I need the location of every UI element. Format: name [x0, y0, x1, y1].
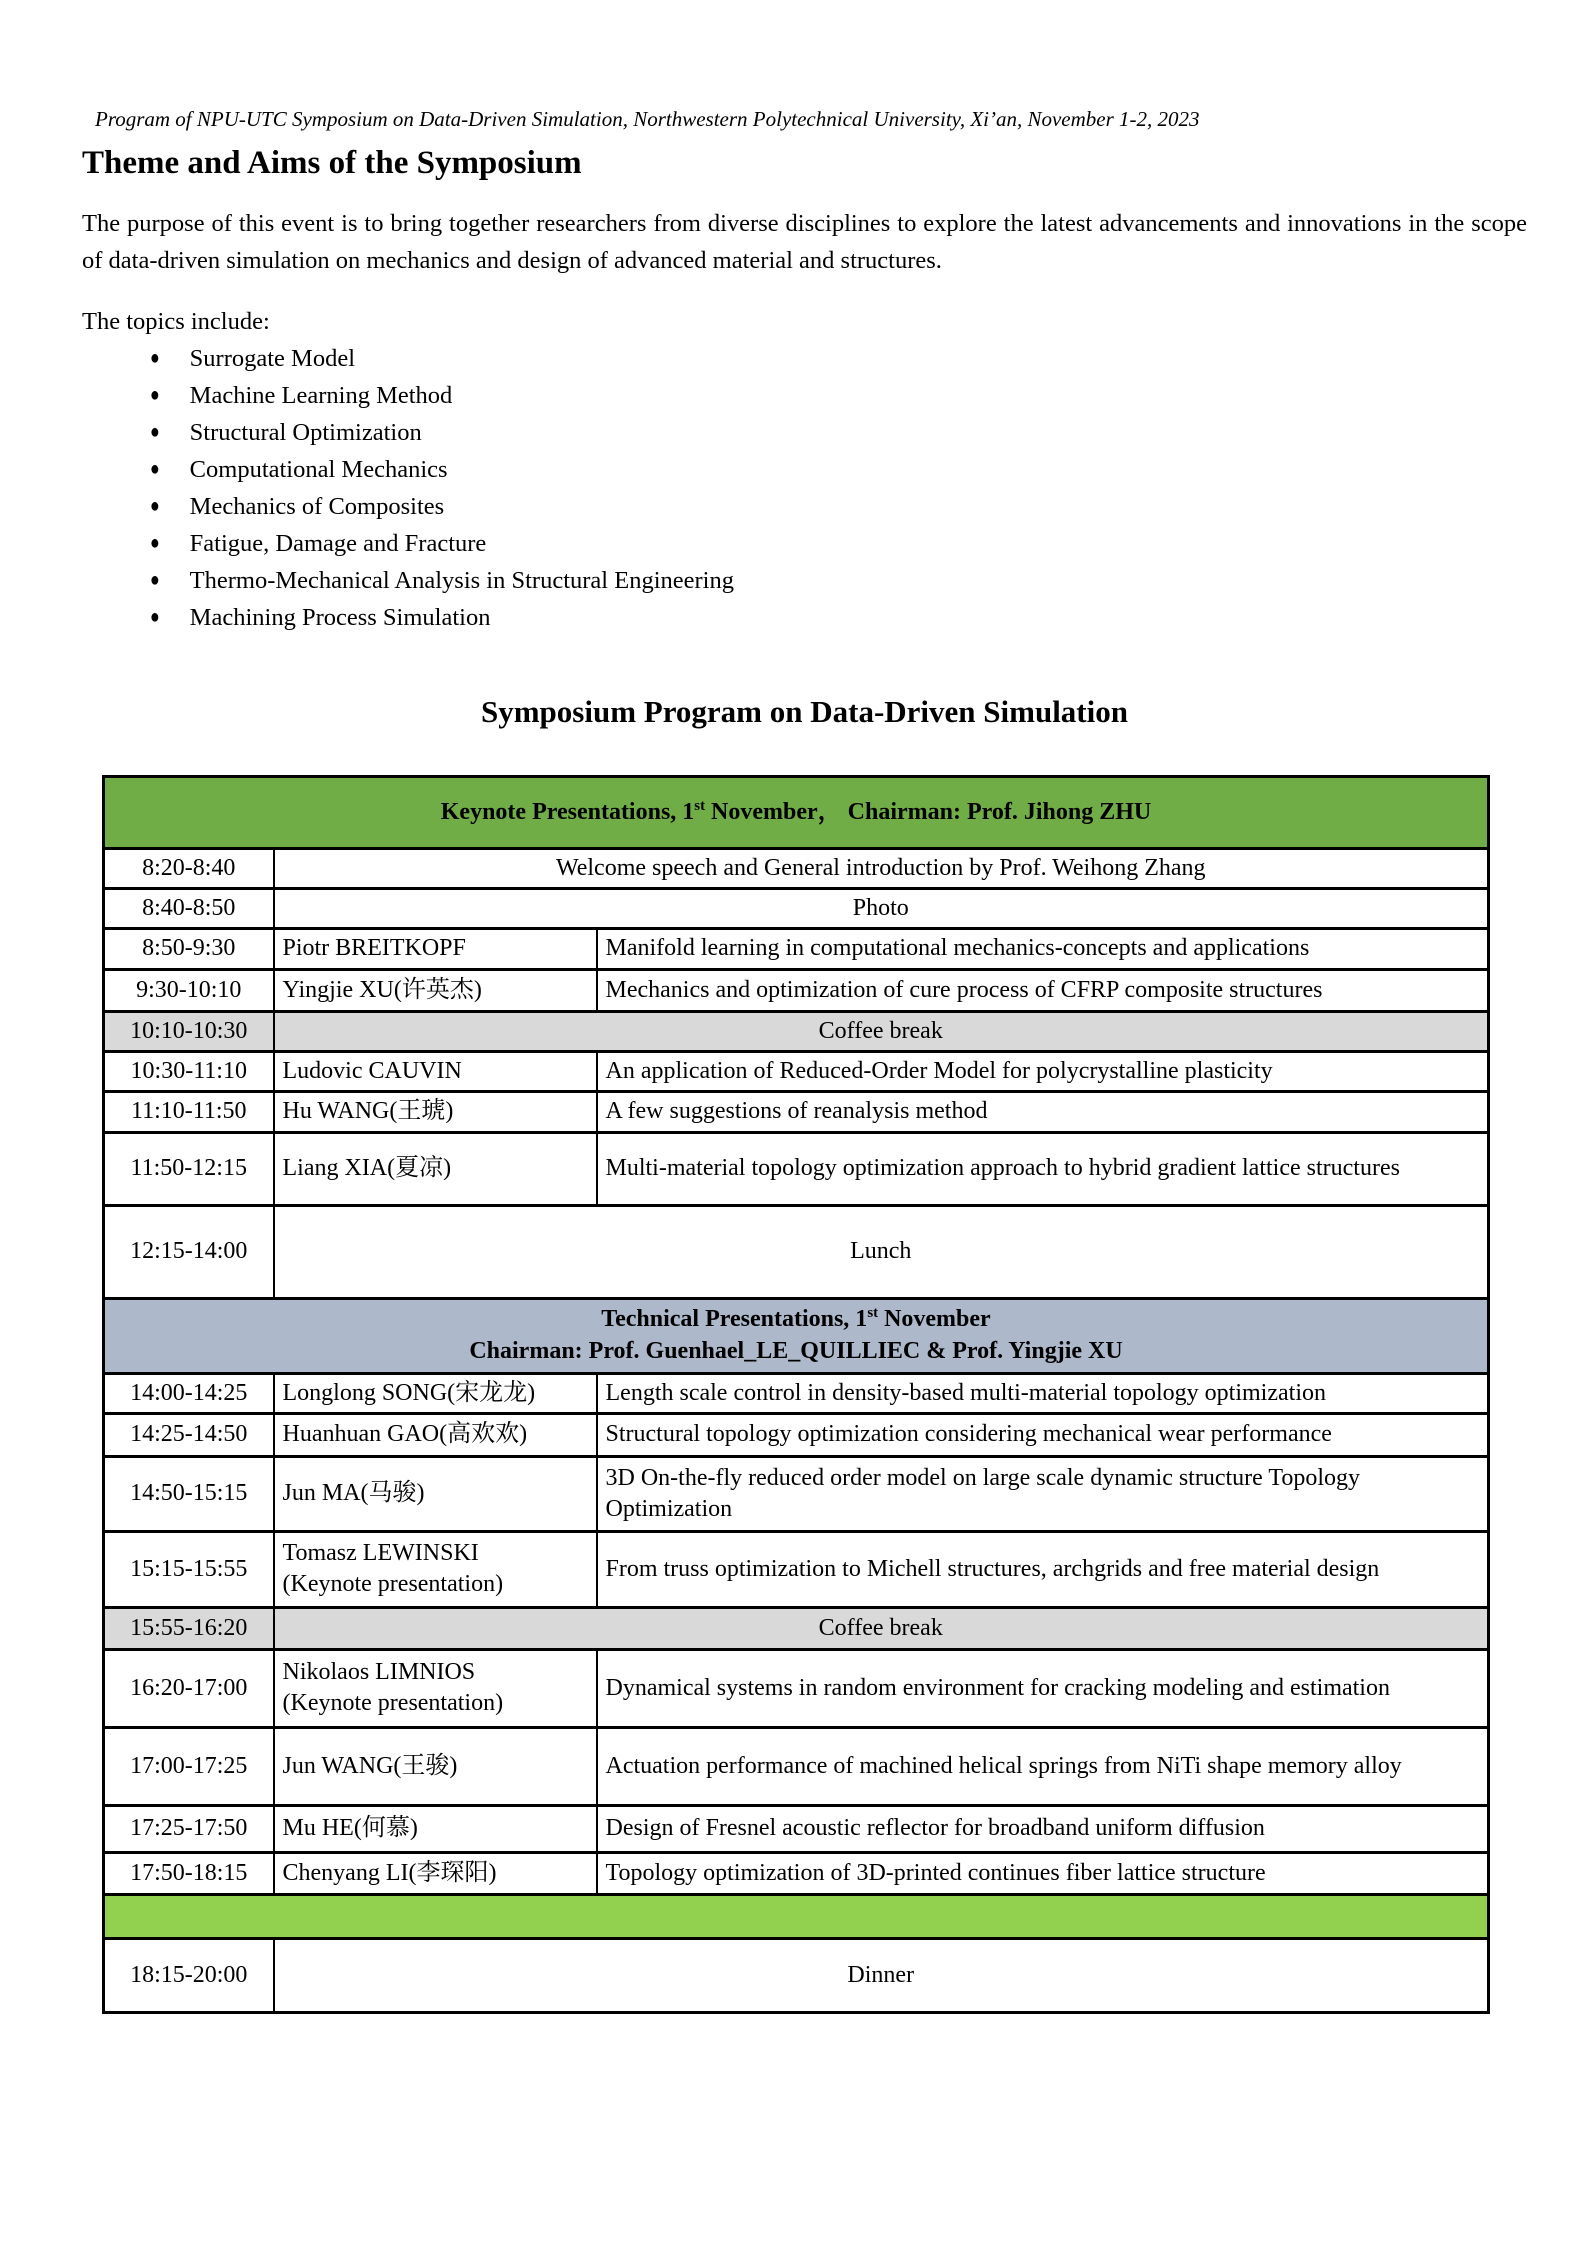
- topic-item: [150, 525, 1527, 562]
- speaker-cell: [274, 1456, 597, 1531]
- speaker-name: Longlong SONG(宋龙龙): [282, 1379, 536, 1406]
- bullet-icon: ●: [150, 569, 160, 591]
- bullet-icon: ●: [150, 495, 160, 517]
- topic-label: Machine Learning Method: [189, 381, 453, 409]
- talk-title-cell: From truss optimization to Michell structures, archgrids and free material design: [597, 1531, 1489, 1607]
- program-table-body: [104, 776, 1489, 2012]
- section-header-cell: [104, 1298, 1489, 1373]
- topic-label: Structural Optimization: [189, 418, 422, 446]
- bullet-icon: ●: [150, 421, 160, 443]
- time-cell: 12:15-14:00: [104, 1205, 274, 1298]
- time-cell: 8:20-8:40: [104, 848, 274, 888]
- topic-item: [150, 340, 1527, 377]
- speaker-name: Piotr BREITKOPF: [282, 935, 466, 962]
- time-cell: 11:10-11:50: [104, 1092, 274, 1132]
- merged-cell: Lunch: [274, 1205, 1489, 1298]
- program-title: Symposium Program on Data-Driven Simulation: [480, 694, 1128, 730]
- table-row: [104, 1092, 1489, 1132]
- time-cell: 11:50-12:15: [104, 1132, 274, 1205]
- speaker-name: Ludovic CAUVIN: [282, 1058, 462, 1085]
- talk-title-cell: Dynamical systems in random environment for cracking modeling and estimation: [597, 1649, 1489, 1727]
- speaker-cell: [274, 970, 597, 1012]
- speaker-cell: [274, 1092, 597, 1132]
- time-cell: 14:25-14:50: [104, 1413, 274, 1456]
- speaker-cell: [274, 1727, 597, 1805]
- speaker-name: Chenyang LI(李琛阳): [282, 1859, 497, 1886]
- speaker-cell: [274, 1052, 597, 1092]
- table-row: [104, 1938, 1489, 2012]
- time-cell: 10:10-10:30: [104, 1012, 274, 1052]
- table-row: [104, 1805, 1489, 1852]
- table-row: [104, 776, 1489, 848]
- topic-label: Surrogate Model: [189, 344, 356, 372]
- table-row: [104, 1852, 1489, 1894]
- time-cell: 15:55-16:20: [104, 1607, 274, 1649]
- bullet-icon: ●: [150, 606, 160, 628]
- table-row: [104, 1531, 1489, 1607]
- table-row: [104, 1894, 1489, 1938]
- time-cell: 8:50-9:30: [104, 929, 274, 970]
- speaker-name: Tomasz LEWINSKI: [282, 1540, 479, 1567]
- table-row: [104, 1456, 1489, 1531]
- topic-item: [150, 451, 1527, 488]
- section-header-cell: [104, 776, 1489, 848]
- program-table: [102, 775, 1490, 2014]
- time-cell: 17:50-18:15: [104, 1852, 274, 1894]
- time-cell: 18:15-20:00: [104, 1938, 274, 2012]
- intro-paragraph: The purpose of this event is to bring together researchers from diverse disciplines to explore the latest advancements and innovations in the scope of data-driven simulation on mechanics and design of advanced material and structures.: [82, 209, 1527, 274]
- talk-title-cell: 3D On-the-fly reduced order model on large scale dynamic structure Topology Optimization: [597, 1456, 1489, 1531]
- speaker-cell: [274, 1373, 597, 1413]
- table-row: [104, 929, 1489, 970]
- topic-label: Fatigue, Damage and Fracture: [189, 529, 487, 557]
- topic-label: Mechanics of Composites: [189, 492, 445, 520]
- speaker-cell: [274, 1531, 597, 1607]
- table-row: [104, 848, 1489, 888]
- speaker-cell: [274, 1132, 597, 1205]
- speaker-cell: [274, 1852, 597, 1894]
- speaker-name: Yingjie XU(许英杰): [282, 976, 482, 1003]
- topic-item: [150, 377, 1527, 414]
- table-row: [104, 1413, 1489, 1456]
- table-row: [104, 888, 1489, 928]
- spacer-cell: [104, 1894, 1489, 1938]
- talk-title-cell: Design of Fresnel acoustic reflector for broadband uniform diffusion: [597, 1805, 1489, 1852]
- topics-label: The topics include:: [82, 308, 270, 336]
- talk-title-cell: Structural topology optimization considering mechanical wear performance: [597, 1413, 1489, 1456]
- table-row: [104, 1052, 1489, 1092]
- topic-item: [150, 562, 1527, 599]
- talk-title-cell: Topology optimization of 3D-printed continues fiber lattice structure: [597, 1852, 1489, 1894]
- talk-title-cell: Length scale control in density-based multi-material topology optimization: [597, 1373, 1489, 1413]
- topic-label: Computational Mechanics: [189, 455, 448, 483]
- time-cell: 15:15-15:55: [104, 1531, 274, 1607]
- speaker-name: Huanhuan GAO(高欢欢): [282, 1421, 528, 1448]
- speaker-note: (Keynote presentation): [282, 1690, 504, 1717]
- merged-cell: Dinner: [274, 1938, 1489, 2012]
- speaker-note: (Keynote presentation): [282, 1571, 504, 1598]
- time-cell: 9:30-10:10: [104, 970, 274, 1012]
- table-row: [104, 1607, 1489, 1649]
- talk-title-cell: An application of Reduced-Order Model for polycrystalline plasticity: [597, 1052, 1489, 1092]
- merged-cell: Welcome speech and General introduction by Prof. Weihong Zhang: [274, 848, 1489, 888]
- talk-title-cell: Actuation performance of machined helical springs from NiTi shape memory alloy: [597, 1727, 1489, 1805]
- speaker-name: Jun WANG(王骏): [282, 1752, 458, 1779]
- topic-label: Machining Process Simulation: [189, 603, 491, 631]
- talk-title-cell: Multi-material topology optimization approach to hybrid gradient lattice structures: [597, 1132, 1489, 1205]
- table-row: [104, 1012, 1489, 1052]
- section-header-line: Chairman: Prof. Guenhael_LE_QUILLIEC & Prof. Yingjie XU: [469, 1337, 1123, 1364]
- bullet-icon: ●: [150, 458, 160, 480]
- table-row: [104, 1205, 1489, 1298]
- bullet-icon: ●: [150, 384, 160, 406]
- merged-cell: Coffee break: [274, 1012, 1489, 1052]
- table-row: [104, 1373, 1489, 1413]
- topic-item: [150, 599, 1527, 636]
- merged-cell: Coffee break: [274, 1607, 1489, 1649]
- speaker-cell: [274, 929, 597, 970]
- bullet-icon: ●: [150, 347, 160, 369]
- time-cell: 17:00-17:25: [104, 1727, 274, 1805]
- speaker-cell: [274, 1649, 597, 1727]
- doc-header-line: Program of NPU-UTC Symposium on Data-Driven Simulation, Northwestern Polytechnical University, Xi’an, November 1-2, 2023: [95, 107, 1200, 131]
- time-cell: 8:40-8:50: [104, 888, 274, 928]
- time-cell: 14:50-15:15: [104, 1456, 274, 1531]
- topic-item: [150, 488, 1527, 525]
- speaker-name: Nikolaos LIMNIOS: [282, 1659, 476, 1686]
- speaker-name: Mu HE(何慕): [282, 1815, 418, 1842]
- speaker-name: Liang XIA(夏凉): [282, 1155, 452, 1182]
- table-row: [104, 970, 1489, 1012]
- time-cell: 10:30-11:10: [104, 1052, 274, 1092]
- section-header-line: Technical Presentations, 1st November: [601, 1305, 991, 1333]
- topics-list: [82, 340, 1527, 636]
- topic-label: Thermo-Mechanical Analysis in Structural Engineering: [189, 566, 734, 594]
- table-row: [104, 1649, 1489, 1727]
- merged-cell: Photo: [274, 888, 1489, 928]
- table-row: [104, 1132, 1489, 1205]
- bullet-icon: ●: [150, 532, 160, 554]
- table-row: [104, 1727, 1489, 1805]
- talk-title-cell: A few suggestions of reanalysis method: [597, 1092, 1489, 1132]
- time-cell: 14:00-14:25: [104, 1373, 274, 1413]
- time-cell: 17:25-17:50: [104, 1805, 274, 1852]
- talk-title-cell: Mechanics and optimization of cure process of CFRP composite structures: [597, 970, 1489, 1012]
- speaker-cell: [274, 1805, 597, 1852]
- speaker-cell: [274, 1413, 597, 1456]
- time-cell: 16:20-17:00: [104, 1649, 274, 1727]
- speaker-name: Hu WANG(王琥): [282, 1098, 454, 1125]
- speaker-name: Jun MA(马骏): [282, 1480, 425, 1507]
- section-header-line: Keynote Presentations, 1st November， Chairman: Prof. Jihong ZHU: [440, 797, 1152, 825]
- topic-item: [150, 414, 1527, 451]
- table-row: [104, 1298, 1489, 1373]
- page-title: Theme and Aims of the Symposium: [82, 145, 582, 181]
- talk-title-cell: Manifold learning in computational mechanics-concepts and applications: [597, 929, 1489, 970]
